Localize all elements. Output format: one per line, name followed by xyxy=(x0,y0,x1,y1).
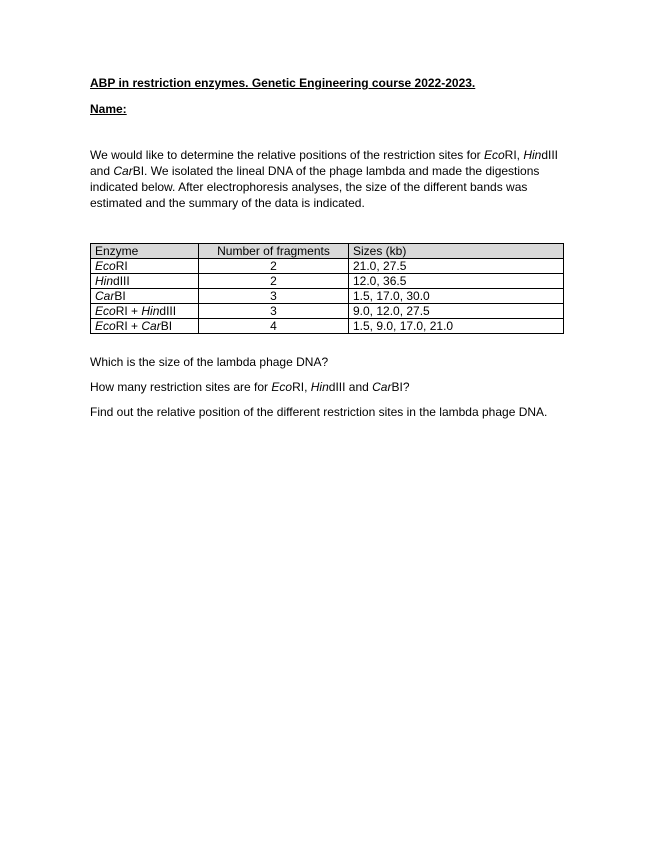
italic-text: Eco xyxy=(271,380,293,394)
cell-enzyme: HindIII xyxy=(91,274,199,289)
table-header-row xyxy=(91,244,564,259)
table-row xyxy=(91,319,564,334)
cell-fragments: 3 xyxy=(199,289,349,304)
cell-fragments: 2 xyxy=(199,259,349,274)
italic-text: Eco xyxy=(95,259,116,273)
question-lambda-size: Which is the size of the lambda phage DNA? xyxy=(90,355,329,369)
italic-text: Hin xyxy=(95,274,114,288)
italic-text: Eco xyxy=(483,148,505,162)
table-row xyxy=(91,259,564,274)
intro-paragraph: We would like to determine the relative positions of the restriction sites for EcoRI, HindIII and CarBI. We isolated the lineal DNA of the phage lambda and made the digestions indicated below. After electrophoresis analyses, the size of the different bands was estimated and the summary of the data is indicated. xyxy=(90,148,559,210)
italic-text: Car xyxy=(113,164,133,178)
document-content xyxy=(90,75,570,420)
cell-sizes: 9.0, 12.0, 27.5 xyxy=(349,304,564,319)
table-row xyxy=(91,304,564,319)
italic-text: Car xyxy=(141,319,161,333)
italic-text: Hin xyxy=(310,380,329,394)
name-label: Name: xyxy=(90,102,127,116)
cell-sizes: 12.0, 36.5 xyxy=(349,274,564,289)
header-enzyme: Enzyme xyxy=(91,244,199,259)
cell-sizes: 21.0, 27.5 xyxy=(349,259,564,274)
header-sizes: Sizes (kb) xyxy=(349,244,564,259)
italic-text: Hin xyxy=(523,148,542,162)
document-title: ABP in restriction enzymes. Genetic Engineering course 2022-2023. xyxy=(90,76,476,90)
italic-text: Eco xyxy=(95,319,116,333)
question-relative-position: Find out the relative position of the different restriction sites in the lambda phage DNA. xyxy=(90,405,548,419)
cell-fragments: 4 xyxy=(199,319,349,334)
cell-sizes: 1.5, 9.0, 17.0, 21.0 xyxy=(349,319,564,334)
italic-text: Car xyxy=(372,380,392,394)
cell-enzyme: CarBI xyxy=(91,289,199,304)
cell-fragments: 3 xyxy=(199,304,349,319)
digestion-table xyxy=(90,243,564,334)
italic-text: Eco xyxy=(95,304,116,318)
question-site-count: How many restriction sites are for EcoRI, HindIII and CarBI? xyxy=(90,380,410,394)
table-row xyxy=(91,289,564,304)
table-row xyxy=(91,274,564,289)
header-fragments: Number of fragments xyxy=(199,244,349,259)
cell-enzyme: EcoRI xyxy=(91,259,199,274)
italic-text: Hin xyxy=(141,304,160,318)
cell-fragments: 2 xyxy=(199,274,349,289)
italic-text: Car xyxy=(95,289,115,303)
cell-sizes: 1.5, 17.0, 30.0 xyxy=(349,289,564,304)
cell-enzyme: EcoRI + CarBI xyxy=(91,319,199,334)
cell-enzyme: EcoRI + HindIII xyxy=(91,304,199,319)
